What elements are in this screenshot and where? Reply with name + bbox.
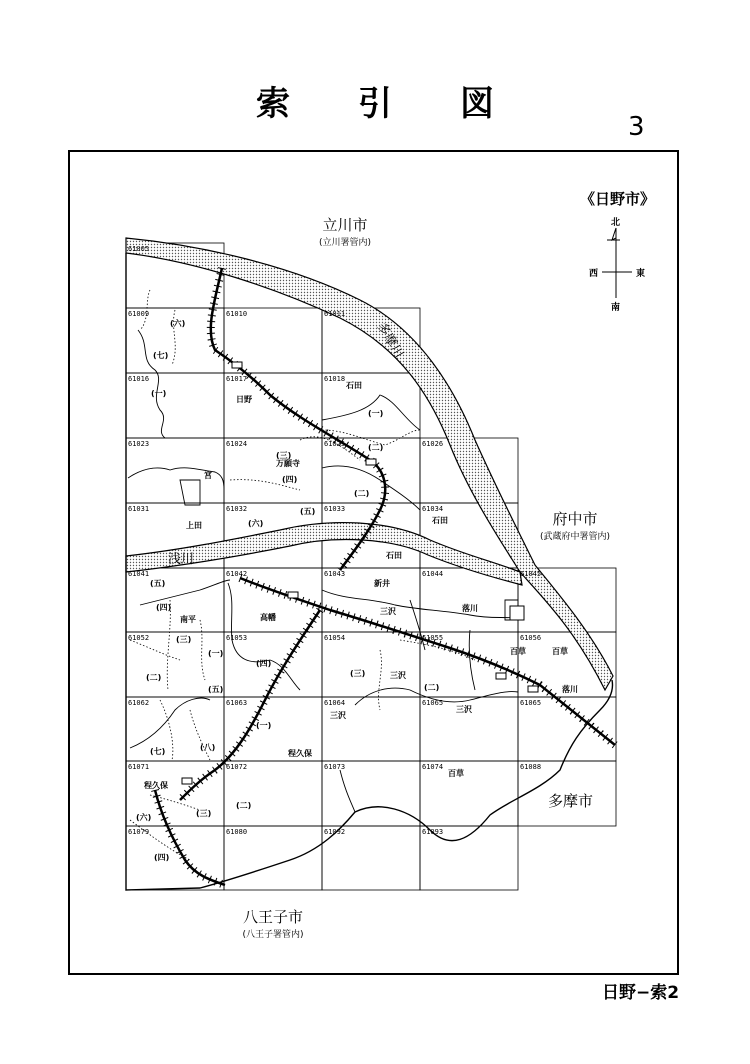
place-name: 程久保 (288, 749, 312, 758)
place-name: 三沢 (390, 671, 406, 680)
chome-number: (七) (150, 747, 166, 756)
compass-west: 西 (589, 269, 599, 279)
grid-code: 61032 (226, 505, 248, 513)
place-name: 百草 (510, 647, 526, 656)
grid-code: 61009 (128, 310, 150, 318)
grid-code: 61031 (128, 505, 150, 513)
place-name: 万願寺 (276, 459, 300, 468)
grid-code: 61024 (226, 440, 248, 448)
grid-code: 61054 (324, 634, 346, 642)
grid-code: 61045 (520, 570, 542, 578)
chome-number: (八) (200, 743, 216, 752)
chome-number: (三) (350, 669, 366, 678)
title-char: 引 (358, 84, 392, 124)
grid-code: 61064 (324, 699, 346, 707)
chome-number: (七) (153, 351, 169, 360)
grid-code: 61062 (128, 699, 150, 707)
place-name: 上田 (186, 521, 202, 530)
chome-number: (一) (208, 649, 224, 658)
neighbor-name: 府中市 (552, 510, 598, 528)
tamagawa-label: 多摩川 (373, 319, 407, 362)
chome-number: (四) (282, 475, 298, 484)
chome-number: (一) (151, 389, 167, 398)
grid-code: 61016 (128, 375, 150, 383)
grid-code: 61025 (324, 440, 346, 448)
asakawa-label: 浅川 (168, 552, 195, 567)
place-name: 南平 (180, 615, 196, 624)
grid-code: 61026 (422, 440, 444, 448)
place-name: 落川 (462, 604, 478, 613)
place-name: 宮 (204, 471, 212, 480)
chome-number: (六) (170, 319, 186, 328)
grid-code: 61018 (324, 375, 346, 383)
chome-number: (五) (208, 685, 224, 694)
neighbor-tachikawa (305, 214, 385, 248)
neighbor-fuchu (530, 508, 620, 542)
grid-code: 61065 (520, 699, 542, 707)
page-number: 3 (628, 112, 645, 142)
grid-code: 61005 (128, 245, 150, 253)
compass-north: 北 (611, 218, 621, 228)
neighbor-name: 八王子市 (242, 908, 303, 926)
chome-number: (二) (368, 443, 384, 452)
grid-code: 61017 (226, 375, 248, 383)
chome-number: (三) (196, 809, 212, 818)
place-name: 三沢 (456, 705, 472, 714)
grid-code: 61053 (226, 634, 248, 642)
grid-code: 61055 (422, 634, 444, 642)
compass-east: 東 (636, 269, 646, 279)
grid-code: 61074 (422, 763, 444, 771)
grid-code: 61041 (128, 570, 150, 578)
place-name: 新井 (374, 579, 390, 588)
chome-number: (一) (368, 409, 384, 418)
grid-code: 61088 (520, 763, 542, 771)
chome-number: (二) (236, 801, 252, 810)
place-name: 石田 (432, 516, 448, 525)
grid-code: 61079 (128, 828, 150, 836)
neighbor-tama (548, 790, 593, 811)
neighbor-sub: (八王子署管内) (242, 930, 304, 940)
compass-south: 南 (611, 303, 621, 313)
footer-code: 日野−索2 (602, 983, 680, 1003)
neighbor-name: 多摩市 (548, 792, 594, 810)
grid-code: 61071 (128, 763, 150, 771)
grid-code: 61072 (226, 763, 248, 771)
neighbor-sub: (武蔵府中署管内) (539, 532, 611, 542)
chome-number: (六) (248, 519, 264, 528)
chome-number: (四) (154, 853, 170, 862)
grid-code: 61052 (128, 634, 150, 642)
neighbor-sub: (立川署管内) (318, 238, 372, 248)
grid-code: 61042 (226, 570, 248, 578)
place-name: 石田 (346, 381, 362, 390)
place-name: 百草 (448, 769, 464, 778)
grid-code: 61043 (324, 570, 346, 578)
grid-code: 61023 (128, 440, 150, 448)
place-name: 日野 (236, 395, 252, 404)
chome-number: (二) (354, 489, 370, 498)
chome-number: (三) (276, 451, 292, 460)
chome-number: (一) (256, 721, 272, 730)
chome-number: (二) (146, 673, 162, 682)
place-name: 高幡 (260, 613, 276, 622)
grid-code: 61065 (422, 699, 444, 707)
grid-code: 61056 (520, 634, 542, 642)
chome-number: (五) (300, 507, 316, 516)
grid-code: 61011 (324, 310, 346, 318)
chome-number: (五) (150, 579, 166, 588)
neighbor-name: 立川市 (322, 216, 368, 234)
city-label: 《日野市》 (580, 190, 656, 208)
chome-number: (六) (136, 813, 152, 822)
chome-number: (四) (156, 603, 172, 612)
grid-code: 61034 (422, 505, 444, 513)
place-name: 百草 (552, 647, 568, 656)
grid-code: 61010 (226, 310, 248, 318)
grid-code: 61092 (324, 828, 346, 836)
title-char: 索 (256, 84, 290, 124)
grid-code: 61063 (226, 699, 248, 707)
place-name: 石田 (386, 551, 402, 560)
grid-code: 61033 (324, 505, 346, 513)
chome-number: (二) (424, 683, 440, 692)
place-name: 程久保 (144, 781, 168, 790)
place-name: 三沢 (330, 711, 346, 720)
compass-rose (602, 228, 632, 298)
place-name: 落川 (562, 685, 578, 694)
place-name: 三沢 (380, 607, 396, 616)
index-grid (126, 243, 616, 890)
grid-code: 61080 (226, 828, 248, 836)
chome-number: (三) (176, 635, 192, 644)
chome-number: (四) (256, 659, 272, 668)
grid-code: 61093 (422, 828, 444, 836)
grid-code: 61044 (422, 570, 444, 578)
grid-code: 61073 (324, 763, 346, 771)
neighbor-hachioji (228, 906, 318, 940)
title-char: 図 (460, 84, 494, 124)
